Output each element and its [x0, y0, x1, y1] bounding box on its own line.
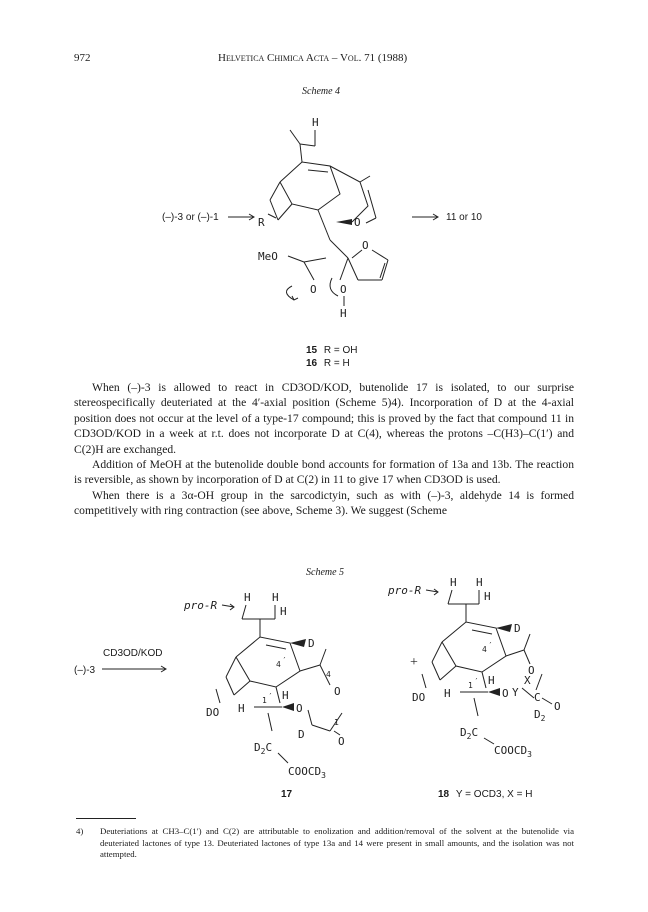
- footnote-marker: 4): [76, 826, 84, 836]
- svg-text:H: H: [282, 689, 289, 702]
- svg-text:H: H: [444, 687, 451, 700]
- svg-text:R: R: [258, 216, 265, 229]
- scheme5-reagent: CD3OD/KOD: [103, 648, 163, 659]
- svg-text:pro-R: pro-R: [184, 599, 218, 612]
- svg-text:H: H: [450, 576, 457, 589]
- svg-text:O: O: [334, 685, 341, 698]
- svg-text:H: H: [484, 590, 491, 603]
- svg-text:D: D: [514, 622, 521, 635]
- svg-text:′: ′: [268, 692, 273, 701]
- svg-text:D2: $D_2$: [534, 708, 546, 723]
- svg-text:O: O: [338, 735, 345, 748]
- svg-text:H: H: [244, 591, 251, 604]
- svg-text:H: H: [280, 605, 287, 618]
- compound-18-substituent: Y = OCD3, X = H: [455, 789, 533, 800]
- svg-text:pro-R: pro-R: [388, 584, 422, 597]
- svg-text:O: O: [354, 216, 361, 229]
- svg-text:4: 4: [276, 660, 281, 669]
- compound-15: [306, 345, 358, 356]
- scheme5-structure-17: [180, 585, 380, 790]
- svg-text:′: ′: [474, 677, 479, 686]
- svg-text:O: O: [554, 700, 561, 713]
- svg-text:D2C: $D_2C$: [460, 726, 479, 741]
- svg-text:DO: DO: [206, 706, 220, 719]
- compound-15-substituent: R = OH: [323, 345, 358, 356]
- footnote-rule: [76, 818, 136, 819]
- svg-text:H: H: [488, 674, 495, 687]
- scheme4-product: 11 or 10: [446, 212, 482, 223]
- svg-text:C: C: [534, 691, 541, 704]
- svg-text:Y: Y: [512, 686, 519, 699]
- compound-15-number: 15: [306, 345, 318, 356]
- paragraph-1: When (–)-3 is allowed to react in CD3OD/KOD, butenolide 17 is isolated, to our surprise stereospecifically deuteriated at the 4′-axial position (Scheme 5)4). Incorporation of D at the 4-axial position does not occur at the level of a type-17 compound; this is proved by the fact that compound 11 in CD3OD/KOD in a week at r.t. does not incorporate D at C(4), whereas the protons –C(H3)–C(1′) and C(2)H are exchanged.: [74, 381, 574, 456]
- scheme5-caption: Scheme 5: [306, 567, 345, 578]
- running-header: Helvetica Chimica Acta – Vol. 71 (1988): [218, 52, 408, 64]
- compound-18-number: 18: [438, 789, 450, 800]
- compound-16-number: 16: [306, 358, 318, 369]
- svg-text:′: ′: [488, 641, 493, 650]
- body-text: [74, 380, 574, 519]
- svg-text:COOCD3: $COOCD_3$: [288, 765, 326, 780]
- svg-text:X: X: [524, 674, 531, 687]
- compound-16-substituent: R = H: [323, 358, 350, 369]
- paragraph-2: Addition of MeOH at the butenolide double bond accounts for formation of 13a and 13b. The reaction is reversible, as shown by incorporation of D at C(2) in 11 to give 17 when CD3OD is used.: [74, 458, 574, 487]
- svg-text:1: 1: [262, 696, 267, 705]
- svg-text:O: O: [528, 664, 535, 677]
- scheme4-reactant: (–)-3 or (–)-1: [162, 212, 219, 223]
- svg-text:1: 1: [334, 718, 339, 727]
- svg-text:MeO: MeO: [258, 250, 278, 263]
- svg-text:H: H: [340, 307, 347, 320]
- compound-17-label: 17: [281, 789, 293, 800]
- svg-text:4: 4: [326, 670, 331, 679]
- plus-sign: +: [410, 655, 418, 670]
- svg-text:O: O: [296, 702, 303, 715]
- svg-text:1: 1: [468, 681, 473, 690]
- svg-text:O: O: [310, 283, 317, 296]
- scheme4-structure-15: [240, 110, 420, 325]
- scheme5-structure-18: [384, 570, 584, 775]
- compound-16: [306, 358, 350, 369]
- scheme4-arrow-out: [410, 212, 442, 222]
- svg-text:COOCD3: $COOCD_3$: [494, 744, 532, 759]
- scheme5-arrow: [100, 664, 170, 674]
- svg-text:H: H: [238, 702, 245, 715]
- svg-text:H: H: [272, 591, 279, 604]
- svg-text:D: D: [298, 728, 305, 741]
- footnote-text: Deuteriations at CH3–C(1′) and C(2) are attributable to enolization and addition/removal of the solvent at the butenolide via deuteriated lactones of type 13. Deuteriated lactones of type 13a and 14 were present in small amounts, and the isolation was not attempted.: [100, 826, 574, 860]
- page-number: 972: [74, 52, 91, 64]
- svg-text:H: H: [312, 116, 319, 129]
- scheme5-reactant: (–)-3: [74, 665, 96, 676]
- svg-text:D: D: [308, 637, 315, 650]
- compound-18: [438, 789, 532, 800]
- scheme4-caption: Scheme 4: [302, 86, 341, 97]
- svg-text:O: O: [502, 687, 509, 700]
- svg-text:′: ′: [282, 656, 287, 665]
- svg-text:DO: DO: [412, 691, 426, 704]
- svg-text:O: O: [340, 283, 347, 296]
- svg-text:D2C: $D_2C$: [254, 741, 273, 756]
- paragraph-3: When there is a 3α-OH group in the sarcodictyin, such as with (–)-3, aldehyde 14 is formed competitively with ring contraction (see above, Scheme 3). We suggest (Scheme: [74, 488, 574, 518]
- svg-text:O: O: [362, 239, 369, 252]
- svg-text:H: H: [476, 576, 483, 589]
- svg-text:4: 4: [482, 645, 487, 654]
